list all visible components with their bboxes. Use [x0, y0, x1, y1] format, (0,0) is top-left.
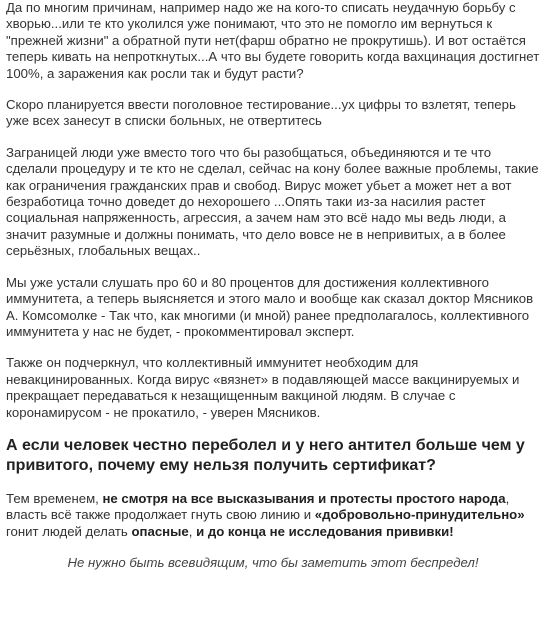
- final-text-1: Тем временем,: [6, 490, 103, 506]
- final-bold-1: не смотря на все высказывания и протесты простого народа: [102, 490, 506, 506]
- paragraph-1: Да по многим причинам, например надо же на кого-то списать неудачную борьбу с хворью...или те кто уколился уже понимают, что это не помогло им вернуться к "прежней жизни" а обратной пути нет(фарш обратно не прокрутишь). И вот остаётся теперь кивать на непроткнутых...А что вы будете говорить когда вахцинация достигнет 100%, а заражения как росли так и будут расти?: [6, 0, 540, 81]
- article-body: [6, 0, 540, 584]
- final-text-2: , власть всё также продолжает гнуть свою линию и: [6, 490, 510, 523]
- section-heading: А если человек честно переболел и у него антител больше чем у привитого, почему ему нельзя получить сертификат?: [6, 436, 525, 474]
- paragraph-3: Заграницей люди уже вместо того что бы разобщаться, объединяются и те что сделали процедуру и те кто не сделал, сейчас на кону более важные проблемы, такие как ограничения гражданских прав и свобод. Вирус может убьет а может нет а вот безработица точно доведет до нехорошего ...Опять таки из-за насилия растет социальная напряженность, агрессия, а зачем нам это всё надо мы ведь люди, а значит разумные и должны понимать, что дело вовсе не в непривитых, а в более серьёзных, глобальных вещах..: [6, 144, 539, 259]
- final-bold-3: опасные: [131, 523, 189, 539]
- paragraph-4: Мы уже устали слушать про 60 и 80 процентов для достижения коллективного иммунитета, а теперь выясняется и этого мало и вообще как сказал доктор Мясников А. Комсомолке - Так что, как многими (и мной) ранее предполагалось, коллективного иммунитета у нас не будет, - прокомментировал эксперт.: [6, 274, 534, 339]
- paragraph-2: Скоро планируется ввести поголовное тестирование...ух цифры то взлетят, теперь уже всех занесут в списки больных, не отвертитесь: [6, 97, 516, 129]
- final-text-3: гонит людей делать: [6, 523, 132, 539]
- final-text-4: ,: [188, 523, 197, 539]
- closing-line: Не нужно быть всевидящим, что бы заметить этот беспредел!: [67, 555, 479, 571]
- final-bold-2: «добровольно-принудительно»: [314, 507, 525, 523]
- paragraph-final: [6, 491, 540, 540]
- final-bold-4: и до конца не исследования прививки!: [196, 523, 454, 539]
- paragraph-5: Также он подчеркнул, что коллективный иммунитет необходим для невакцинированных. Когда вирус «вязнет» в подавляющей массе вакцинируемых и прекращает передаваться к незащищенным вакциной людям. В случае с коронамирусом - не прокатило, - уверен Мясников.: [6, 355, 520, 420]
